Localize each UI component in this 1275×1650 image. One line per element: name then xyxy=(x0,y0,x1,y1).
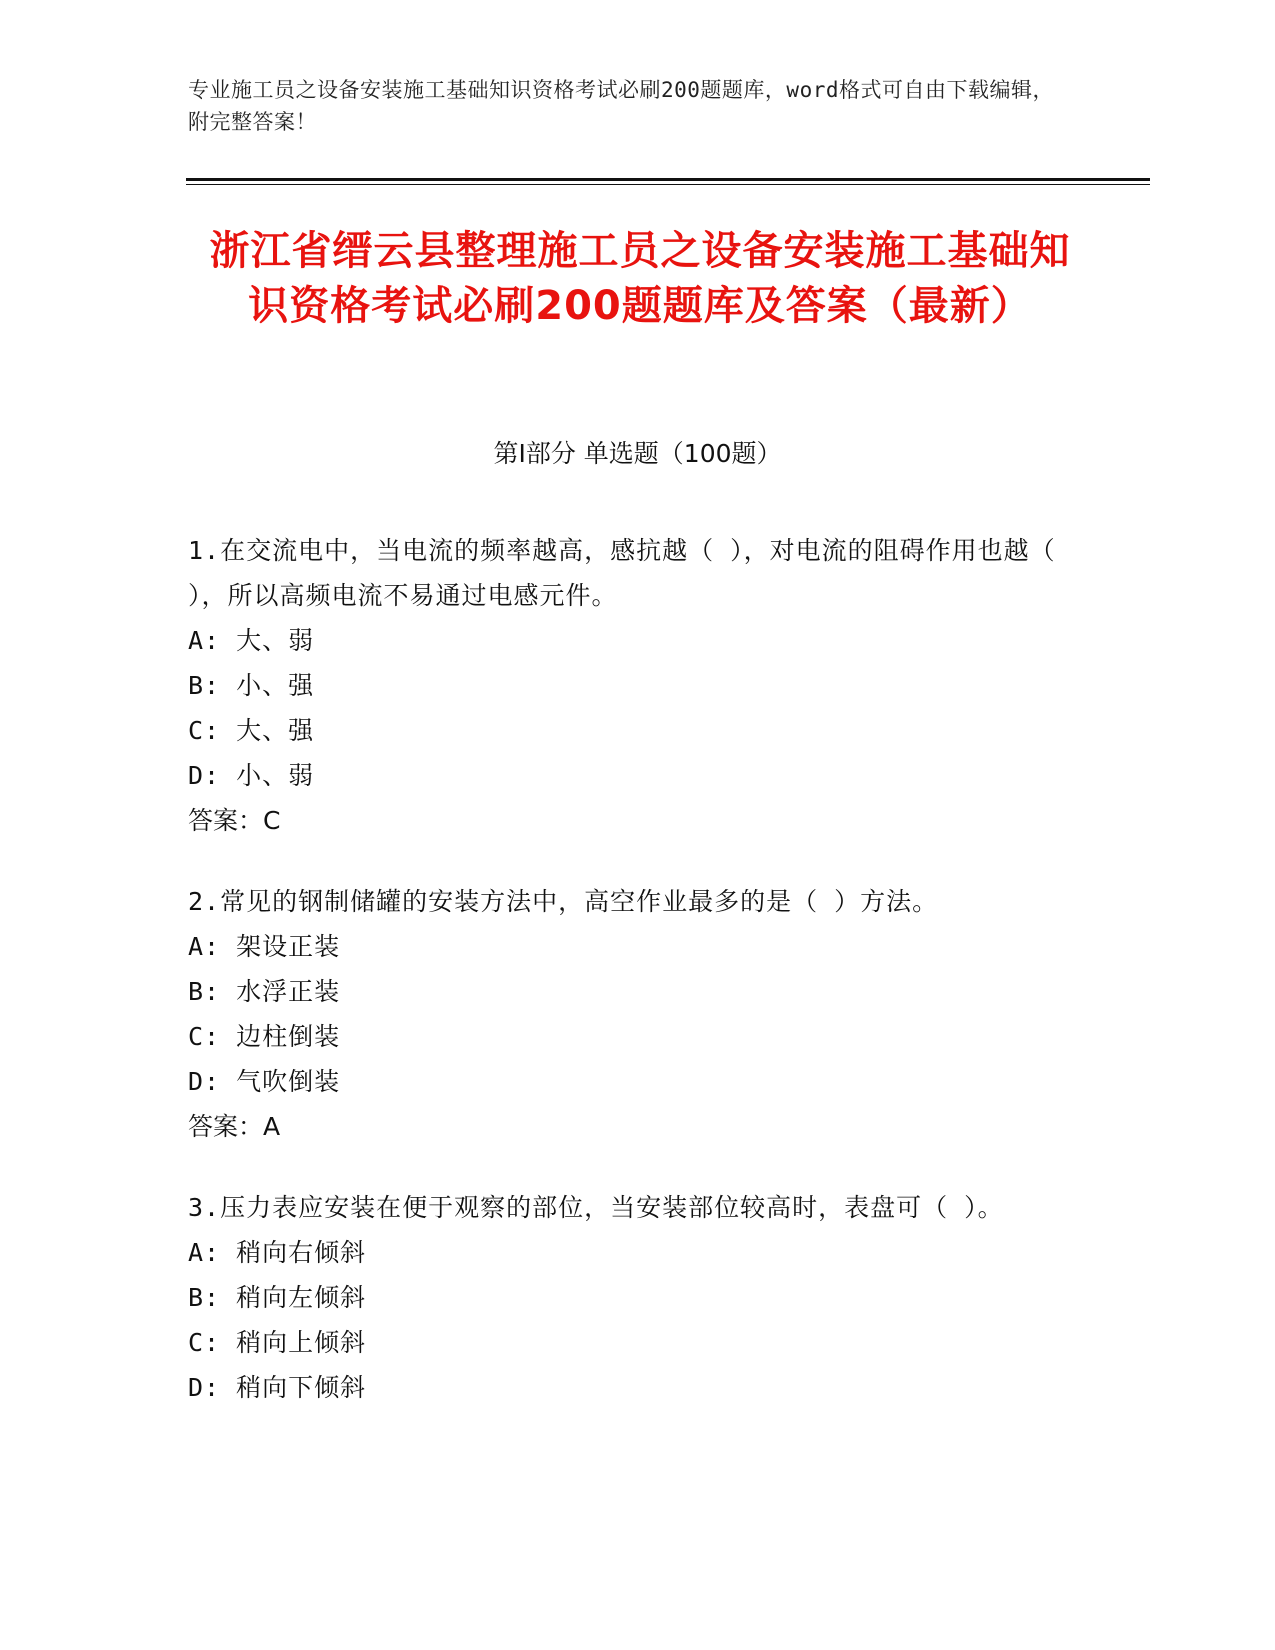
header-note: 专业施工员之设备安装施工基础知识资格考试必刷200题题库，word格式可自由下载编辑，附完整答案！ xyxy=(188,78,1054,134)
question-stem: 2.常见的钢制储罐的安装方法中，高空作业最多的是（ ）方法。 xyxy=(188,887,939,916)
question-2 xyxy=(188,879,1088,1149)
option-c: C: 大、强 xyxy=(188,716,315,745)
question-stem: 3.压力表应安装在便于观察的部位，当安装部位较高时，表盘可（ ）。 xyxy=(188,1193,1004,1222)
option-b: B: 小、强 xyxy=(188,671,315,700)
option-c: C: 边柱倒装 xyxy=(188,1022,341,1051)
option-c: C: 稍向上倾斜 xyxy=(188,1328,367,1357)
answer-line: 答案：C xyxy=(188,806,281,835)
header-divider-thick xyxy=(186,178,1150,181)
question-list xyxy=(188,528,1088,1446)
option-d: D: 稍向下倾斜 xyxy=(188,1373,367,1402)
option-a: A: 稍向右倾斜 xyxy=(188,1238,367,1267)
question-stem: 1.在交流电中，当电流的频率越高，感抗越（ ），对电流的阻碍作用也越（ ），所以高频电流不易通过电感元件。 xyxy=(188,536,1056,610)
option-d: D: 气吹倒装 xyxy=(188,1067,341,1096)
section-title: 第Ⅰ部分 单选题（100题） xyxy=(493,439,782,468)
question-1 xyxy=(188,528,1088,843)
question-3 xyxy=(188,1185,1088,1410)
option-d: D: 小、弱 xyxy=(188,761,315,790)
option-b: B: 水浮正装 xyxy=(188,977,341,1006)
answer-line: 答案：A xyxy=(188,1112,281,1141)
option-a: A: 大、弱 xyxy=(188,626,315,655)
option-b: B: 稍向左倾斜 xyxy=(188,1283,367,1312)
header-divider-thin xyxy=(186,184,1150,185)
option-a: A: 架设正装 xyxy=(188,932,341,961)
document-title: 浙江省缙云县整理施工员之设备安装施工基础知识资格考试必刷200题题库及答案（最新） xyxy=(209,228,1071,329)
